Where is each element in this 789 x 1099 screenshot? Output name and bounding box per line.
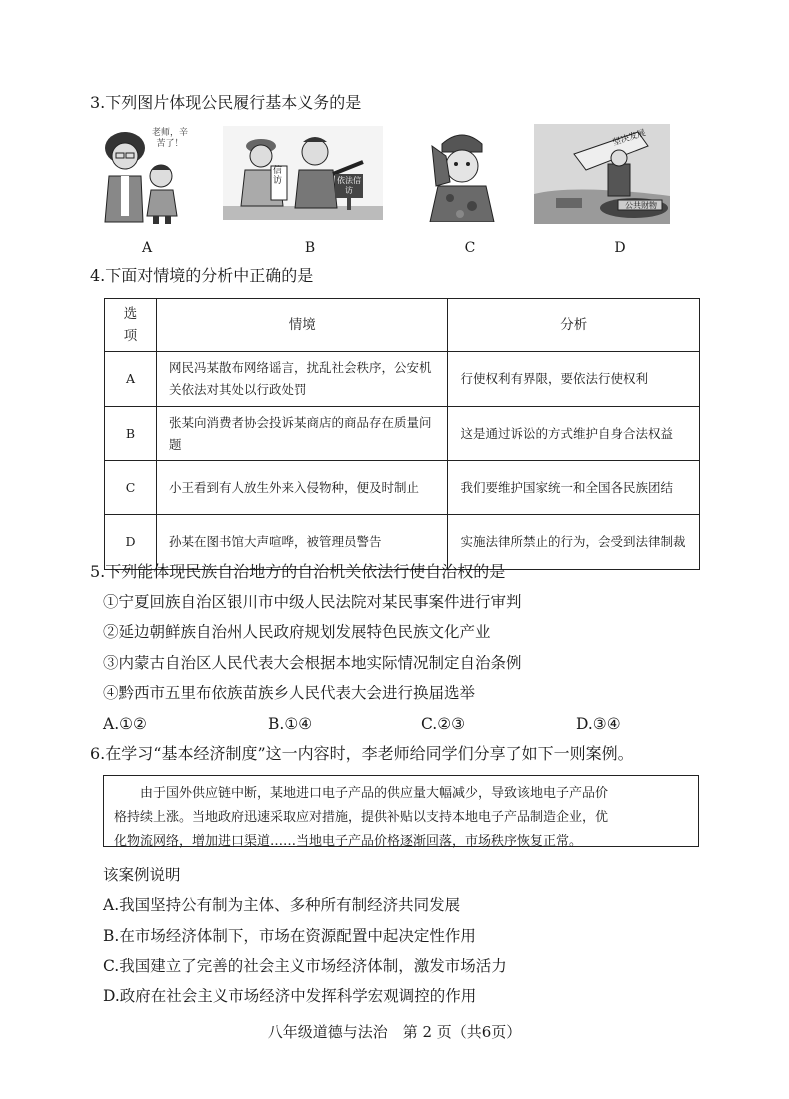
row-situation: 网民冯某散布网络谣言，扰乱社会秩序，公安机关依法对其处以行政处罚 [156,352,447,407]
q5-item-3: ③内蒙古自治区人民代表大会根据本地实际情况制定自治条例 [103,654,522,672]
q6-stem: 6.在学习“基本经济制度”这一内容时，李老师给同学们分享了如下一则案例。 [90,744,634,763]
q5-choice-d: D.③④ [576,715,621,733]
q5-choice-a: A.①② [103,715,147,733]
row-situation: 孙某在图书馆大声喧哗，被管理员警告 [156,515,447,570]
page-footer: 八年级道德与法治 第 2 页（共6页） [267,1023,522,1041]
header-analysis: 分析 [448,299,700,352]
q6-choice-a: A.我国坚持公有制为主体、多种所有制经济共同发展 [103,896,461,914]
q5-choice-c: C.②③ [421,715,466,733]
case-box [103,775,699,847]
q5-stem: 5.下列能体现民族自治地方的自治机关依法行使自治权的是 [90,562,506,581]
row-situation: 张某向消费者协会投诉某商店的商品存在质量问题 [156,407,447,461]
row-option: C [105,461,157,515]
q4-stem: 4.下面对情境的分析中正确的是 [90,266,314,285]
row-analysis: 实施法律所禁止的行为，会受到法律制裁 [448,515,700,570]
case-line-2: 格持续上涨。当地政府迅速采取应对措施，提供补贴以支持本地电子产品制造企业，优 [114,810,609,825]
table-row [105,461,700,515]
picture-b-sign-legal: 依法信访 [337,176,361,195]
q6-lead: 该案例说明 [103,866,181,884]
row-analysis: 这是通过诉讼的方式维护自身合法权益 [448,407,700,461]
case-line-3: 化物流网络，增加进口渠道……当地电子产品价格逐渐回落，市场秩序恢复正常。 [114,834,583,849]
q5-item-1: ①宁夏回族自治区银川市中级人民法院对某民事案件进行审判 [103,593,522,611]
q6-choice-b: B.在市场经济体制下，市场在资源配置中起决定性作用 [103,927,476,945]
header-situation: 情境 [156,299,447,352]
q6-choice-c: C.我国建立了完善的社会主义市场经济体制，激发市场活力 [103,957,507,975]
case-line-1: 由于国外供应链中断，某地进口电子产品的供应量大幅减少，导致该地电子产品价 [140,786,609,801]
row-analysis: 行使权利有界限，要依法行使权利 [448,352,700,407]
picture-c-soldier-salute [420,126,504,222]
table-row [105,407,700,461]
q5-item-4: ④黔西市五里布依族苗族乡人民代表大会进行换届选举 [103,684,476,702]
q3-stem: 3.下列图片体现公民履行基本义务的是 [90,93,362,112]
table-header-row [105,299,700,352]
row-option: B [105,407,157,461]
row-option: D [105,515,157,570]
q5-choice-b: B.①④ [268,715,313,733]
picture-b-sign-petition: 信访 [273,166,283,186]
picture-b-petition [223,126,383,220]
analysis-table [104,298,700,570]
caption-a: A [141,240,153,256]
table-row [105,352,700,407]
picture-d-label: 公共财物 [625,201,657,210]
q5-item-2: ②延边朝鲜族自治州人民政府规划发展特色民族文化产业 [103,623,491,641]
caption-d: D [614,240,626,256]
picture-d-banner: 坚决发展 [611,128,647,149]
row-option: A [105,352,157,407]
q6-choice-d: D.政府在社会主义市场经济中发挥科学宏观调控的作用 [103,987,477,1005]
picture-d-public-property [534,124,670,224]
row-analysis: 我们要维护国家统一和全国各民族团结 [448,461,700,515]
header-option: 选项 [105,299,157,352]
caption-c: C [464,240,476,256]
picture-a-teacher-thanks [99,126,199,226]
picture-a-speech: 老师，辛苦了！ [151,128,188,149]
caption-b: B [304,240,316,256]
row-situation: 小王看到有人放生外来入侵物种，便及时制止 [156,461,447,515]
